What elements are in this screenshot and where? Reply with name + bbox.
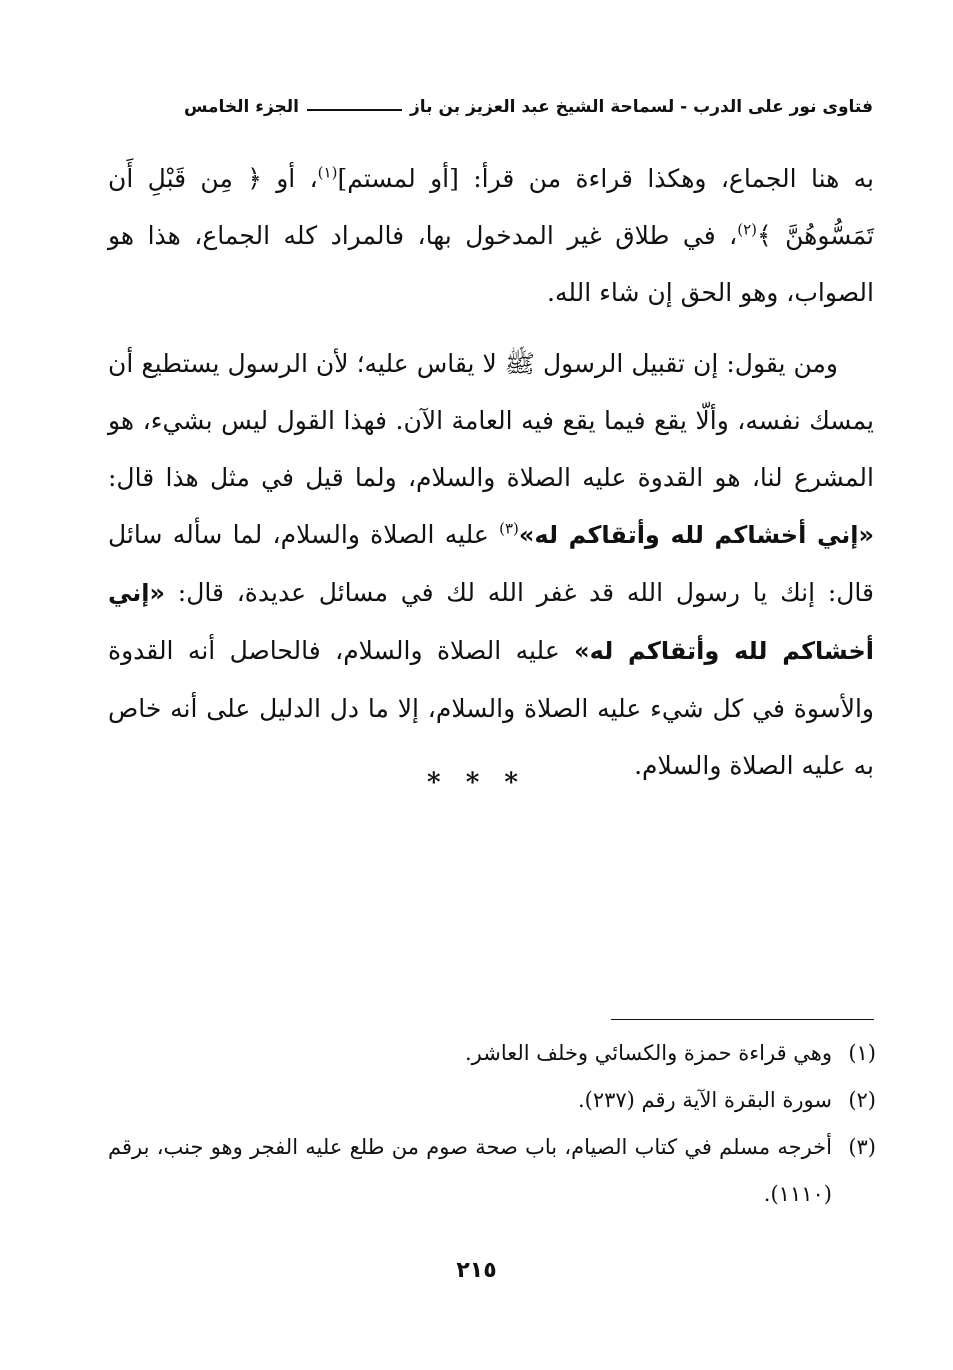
footnote-ref-2: (٢) [737, 220, 758, 239]
page-number: ٢١٥ [456, 1258, 497, 1283]
footnotes [108, 1030, 876, 1218]
paragraph-2-part-2: عليه الصلاة والسلام، لما سأله سائل قال: إنك يا رسول الله قد غفر الله لك في مسائل عديدة، قال: [108, 520, 874, 607]
footnote-text: أخرجه مسلم في كتاب الصيام، باب صحة صوم من طلع عليه الفجر وهو جنب، برقم (١١١٠). [108, 1135, 832, 1206]
quran-quote: ، أو ﴿ مِن قَبْلِ أَن تَمَسُّوهُنَّ ﴾ [108, 164, 874, 250]
paragraph-1-part-1: به هنا الجماع، وهكذا قراءة من قرأ: [أو لمستم] [337, 164, 875, 193]
paragraph-2-part-3: عليه الصلاة والسلام، فالحاصل أنه القدوة والأسوة في كل شيء عليه الصلاة والسلام، إلا ما دل الدليل على أنه خاص به عليه الصلاة والسلام. [108, 636, 874, 780]
header-volume: الجزء الخامس [183, 97, 299, 117]
footnote-text: وهي قراءة حمزة والكسائي وخلف العاشر. [464, 1041, 832, 1065]
footnote-3 [108, 1124, 876, 1218]
footnote-divider [611, 1019, 874, 1020]
main-text [108, 150, 874, 794]
header-rule [307, 109, 402, 111]
paragraph-1-part-3: ، في طلاق غير المدخول بها، فالمراد كله الجماع، هذا هو الصواب، وهو الحق إن شاء الله. [108, 221, 874, 307]
header-book-title: فتاوى نور على الدرب - لسماحة الشيخ عبد العزيز بن باز [410, 97, 873, 117]
footnote-ref-1: (١) [317, 163, 338, 182]
paragraph-1 [108, 150, 874, 321]
footnote-text: سورة البقرة الآية رقم (٢٣٧). [577, 1088, 832, 1112]
footnote-number: (٣) [848, 1135, 876, 1159]
hadith-quote-1: «إني أخشاكم لله وأتقاكم له» [518, 521, 874, 549]
footnote-1 [108, 1030, 876, 1077]
footnote-number: (٢) [848, 1088, 876, 1112]
running-header [108, 92, 873, 122]
paragraph-2 [108, 335, 874, 794]
footnote-ref-3: (٣) [499, 519, 519, 538]
paragraph-2-part-1: ومن يقول: إن تقبيل الرسول ﷺ لا يقاس عليه؛ لأن الرسول يستطيع أن يمسك نفسه، وألّا يقع فيما يقع فيه العامة الآن. فهذا القول ليس بشيء، هو المشرع لنا، هو القدوة عليه الصلاة والسلام، ولما قيل في مثل هذا قال: [108, 349, 874, 492]
section-separator: * * * [427, 768, 526, 798]
hadith-quote-2: «إني أخشاكم لله وأتقاكم له» [108, 579, 874, 665]
footnote-2 [108, 1077, 876, 1124]
footnote-number: (١) [848, 1041, 876, 1065]
